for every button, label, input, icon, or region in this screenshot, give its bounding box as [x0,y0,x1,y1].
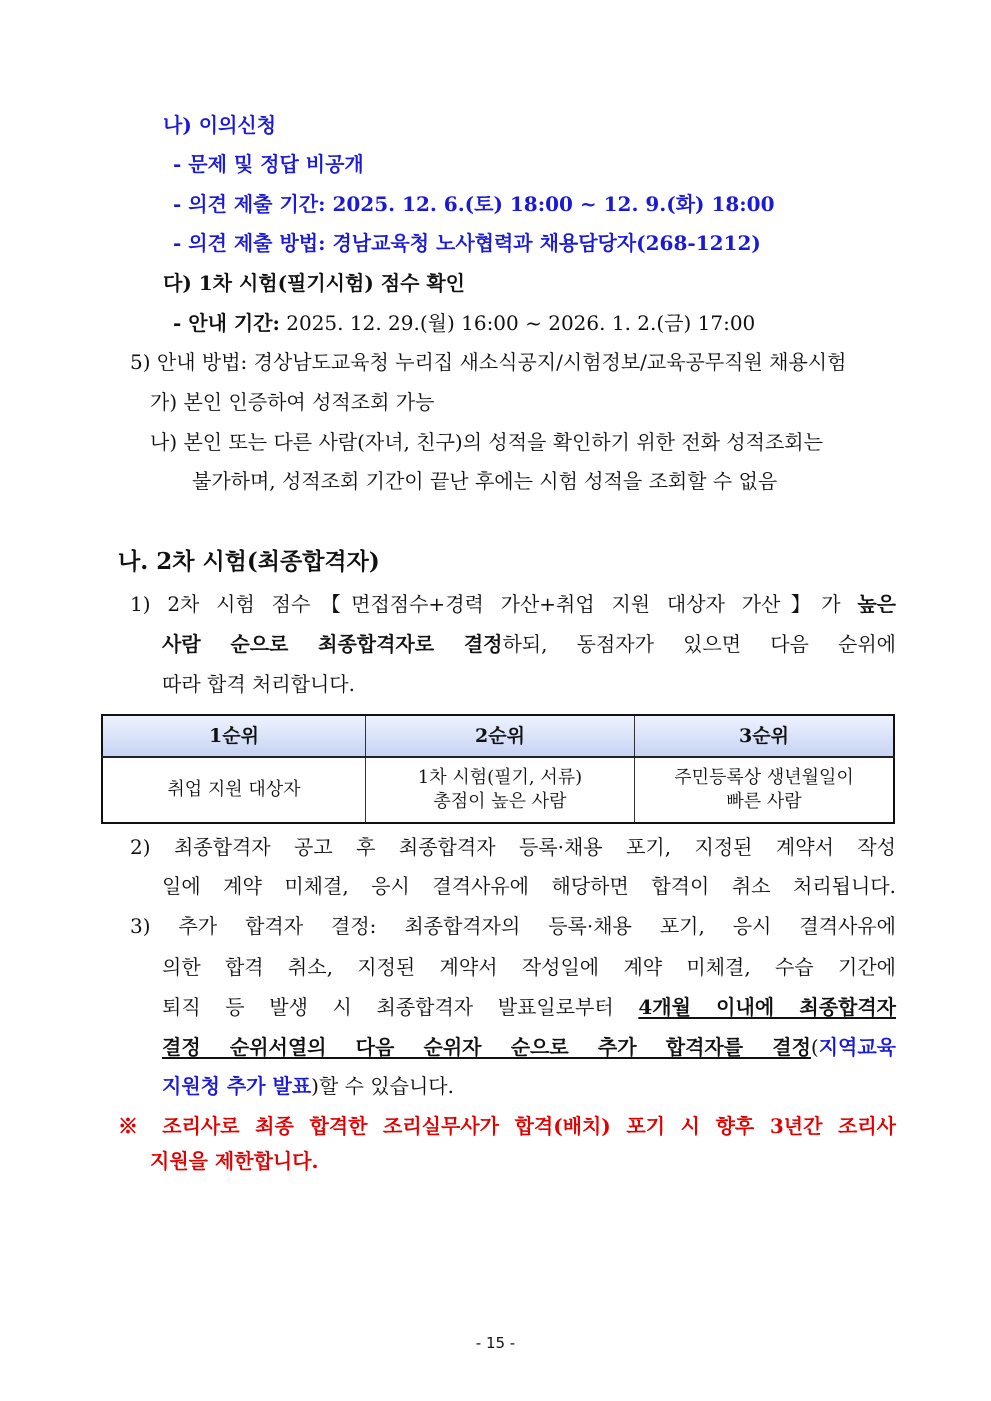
rank-cell-text: 1차 시험(필기, 서류) [417,767,583,788]
p3-blue: 지원청 추가 발표 [162,1074,312,1098]
rank-cell [635,757,895,823]
guide-item-b: 나) 본인 또는 다른 사람(자녀, 친구)의 성적을 확인하기 위한 전화 성적조회는 [150,430,823,454]
p3-underlined: 4개월 이내에 최종합격자 [638,995,896,1019]
restriction-note: ※ 조리사로 최종 합격한 조리실무사가 합격(배치) 포기 시 향후 3년간 조리사 [118,1114,896,1138]
p2-line1: 2) 최종합격자 공고 후 최종합격자 등록·채용 포기, 지정된 계약서 작성 [130,835,896,859]
objection-item: - 문제 및 정답 비공개 [173,152,364,176]
p3-line4 [162,1033,896,1061]
rank-cell [102,757,366,823]
rank-cell-text: 주민등록상 생년월일이 [674,767,854,788]
p1-emphasis: 사람 순으로 최종합격자로 결정 [162,632,503,656]
p1-emphasis: 높은 [857,592,896,616]
score-check-title: 다) 1차 시험(필기시험) 점수 확인 [163,271,465,295]
p3-line2: 의한 합격 취소, 지정된 계약서 작성일에 계약 미체결, 수습 기간에 [162,955,896,979]
p3-underlined: 결정 순위서열의 다음 순위자 순으로 추가 합격자를 결정 [162,1035,811,1059]
p3-line1: 3) 추가 합격자 결정: 최종합격자의 등록·채용 포기, 응시 결격사유에 [130,914,896,938]
p1-text: 1) 2차 시험 점수【면접점수+경력 가산+취업 지원 대상자 가산】가 [130,592,841,616]
guide-item-b-cont: 불가하며, 성적조회 기간이 끝난 후에는 시험 성적을 조회할 수 없음 [192,469,778,493]
page-number: - 15 - [475,1334,516,1352]
p1-line2 [162,630,896,658]
rank-table-row [102,757,894,823]
p3-text: )할 수 있습니다. [311,1074,454,1098]
p2-line2: 일에 계약 미체결, 응시 결격사유에 해당하면 합격이 취소 처리됩니다. [162,874,896,898]
objection-item: - 의견 제출 기간: 2025. 12. 6.(토) 18:00 ~ 12. 9.(화) 18:00 [173,192,775,216]
rank-header: 3순위 [635,715,895,757]
rank-cell-text: 취업 지원 대상자 [167,779,301,800]
rank-header: 1순위 [102,715,366,757]
p1-line1 [130,590,896,618]
objection-item: - 의견 제출 방법: 경남교육청 노사협력과 채용담당자(268-1212) [173,231,761,255]
p3-text: 퇴직 등 발생 시 최종합격자 발표일로부터 [162,995,614,1019]
rank-cell [366,757,635,823]
objection-title: 나) 이의신청 [163,113,277,137]
p3-blue: 지역교육 [818,1035,896,1059]
p3-paren: ( [810,1035,819,1059]
rank-table-header-row [102,715,894,757]
rank-header: 2순위 [366,715,635,757]
guide-method: 5) 안내 방법: 경상남도교육청 누리집 새소식공지/시험정보/교육공무직원 채용시험 [130,350,847,374]
score-check-period [173,309,755,337]
rank-table [101,714,895,824]
p3-line3 [162,993,896,1021]
p1-line3: 따라 합격 처리합니다. [162,672,355,696]
period-label: - 안내 기간: [173,311,280,335]
rank-cell-text: 빠른 사람 [726,791,802,812]
p1-text: 하되, 동점자가 있으면 다음 순위에 [502,632,896,656]
rank-cell-text: 총점이 높은 사람 [433,791,567,812]
guide-item-a: 가) 본인 인증하여 성적조회 가능 [150,390,435,414]
p3-line5 [162,1072,454,1100]
period-value: 2025. 12. 29.(월) 16:00 ~ 2026. 1. 2.(금) 17:00 [286,311,756,335]
section-heading: 나. 2차 시험(최종합격자) [118,548,380,575]
restriction-note-cont: 지원을 제한합니다. [150,1149,319,1173]
